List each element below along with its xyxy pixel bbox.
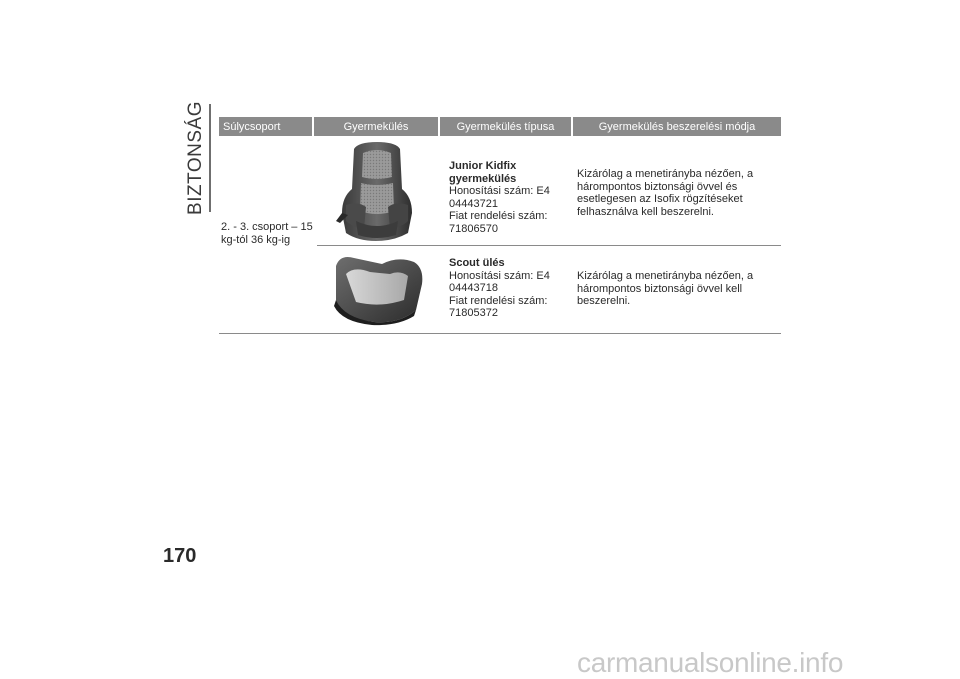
- weight-group-cell: 2. - 3. csoport – 15 kg-tól 36 kg-ig: [221, 221, 313, 246]
- scout-type-cell: [449, 257, 575, 320]
- scout-mounting-cell: Kizárólag a menetirányba nézően, a hárompontos biztonsági övvel kell beszerelni.: [577, 270, 754, 307]
- order-number: 71805372: [449, 307, 498, 319]
- header-weight-group: Súlycsoport: [219, 117, 312, 136]
- header-seat-type: Gyermekülés típusa: [440, 117, 571, 136]
- section-title: BIZTONSÁG: [185, 101, 207, 215]
- approval-number-label: Honosítási szám: E4: [449, 185, 550, 197]
- junior-kidfix-mounting-cell: Kizárólag a menetirányba nézően, a hárompontos biztonsági övvel és esetlegesen az Isofix rögzítéseket felhasználva kell beszerelni.: [577, 168, 754, 218]
- table-bottom-rule: [219, 333, 781, 334]
- row-divider: [317, 245, 781, 246]
- scout-booster-seat-image: [330, 252, 426, 326]
- product-name: Scout ülés: [449, 257, 505, 269]
- approval-number-label: Honosítási szám: E4: [449, 269, 550, 282]
- approval-number: 04443721: [449, 197, 498, 210]
- page-number: 170: [163, 545, 197, 567]
- product-name: Junior Kidfix gyermekülés: [449, 160, 517, 185]
- order-number-label: Fiat rendelési szám:: [449, 294, 548, 307]
- order-number-label: Fiat rendelési szám:: [449, 210, 548, 222]
- order-number: 71806570: [449, 222, 498, 235]
- watermark: carmanualsonline.info: [577, 647, 844, 678]
- junior-kidfix-type-cell: [449, 160, 575, 235]
- section-divider: [209, 104, 211, 212]
- header-installation: Gyermekülés beszerelési módja: [573, 117, 781, 136]
- approval-number: 04443718: [449, 282, 498, 294]
- table-header: [219, 117, 781, 136]
- header-child-seat: Gyermekülés: [314, 117, 438, 136]
- junior-kidfix-seat-image: [336, 141, 418, 243]
